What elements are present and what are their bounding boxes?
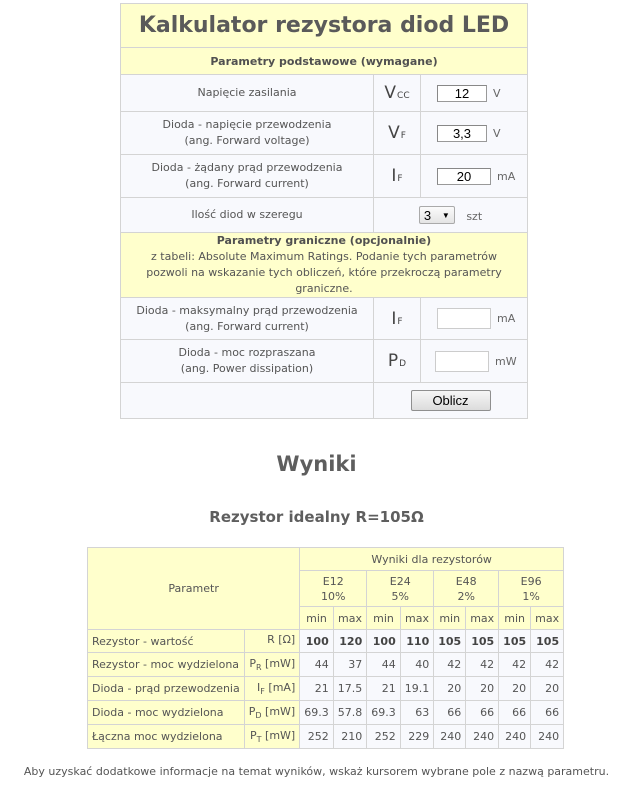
result-cell: 44 bbox=[367, 653, 401, 677]
table-row bbox=[88, 630, 564, 653]
if-input[interactable] bbox=[437, 168, 491, 185]
row-param-name[interactable]: Łączna moc wydzielona bbox=[88, 725, 245, 749]
limits-note-2: pozwoli na wskazanie tych obliczeń, które przekroczą parametry graniczne. bbox=[146, 266, 502, 295]
section-limits bbox=[121, 233, 528, 298]
result-cell: 240 bbox=[531, 725, 564, 749]
footer-hint: Aby uzyskać dodatkowe informacje na temat wyników, wskaż kursorem wybrane pole z nazwą parametru. bbox=[23, 765, 610, 778]
group-header: Wyniki dla rezystorów bbox=[300, 548, 564, 571]
min-header: min bbox=[300, 607, 334, 630]
result-cell: 69.3 bbox=[300, 701, 334, 725]
result-cell: 252 bbox=[367, 725, 401, 749]
result-cell: 100 bbox=[367, 630, 401, 653]
row-if bbox=[121, 155, 528, 198]
ifmax-unit: mA bbox=[497, 312, 516, 325]
result-cell: 110 bbox=[400, 630, 434, 653]
section-limits-header: Parametry graniczne (opcjonalnie) bbox=[216, 234, 432, 247]
results-table bbox=[87, 547, 564, 749]
row-param-unit: $P_T$ [mW] bbox=[244, 725, 300, 749]
result-cell: 20 bbox=[466, 677, 499, 701]
calculator-title: Kalkulator rezystora diod LED bbox=[121, 4, 528, 48]
vcc-label: Napięcie zasilania bbox=[121, 75, 374, 112]
result-cell: 66 bbox=[531, 701, 564, 725]
min-header: min bbox=[367, 607, 401, 630]
vf-label: Dioda - napięcie przewodzenia (ang. Forward voltage) bbox=[121, 112, 374, 155]
series-header-e48: E48 2% bbox=[434, 571, 499, 607]
result-cell: 57.8 bbox=[333, 701, 367, 725]
row-param-name[interactable]: Dioda - prąd przewodzenia bbox=[88, 677, 245, 701]
row-ifmax bbox=[121, 298, 528, 340]
table-row bbox=[88, 701, 564, 725]
result-cell: 37 bbox=[333, 653, 367, 677]
section-basic-header: Parametry podstawowe (wymagane) bbox=[121, 48, 528, 75]
result-cell: 100 bbox=[300, 630, 334, 653]
result-cell: 42 bbox=[499, 653, 531, 677]
min-header: min bbox=[499, 607, 531, 630]
result-cell: 42 bbox=[434, 653, 466, 677]
limits-note-1: z tabeli: Absolute Maximum Ratings. Podanie tych parametrów bbox=[151, 250, 497, 263]
series-header-e96: E96 1% bbox=[499, 571, 564, 607]
table-row bbox=[88, 725, 564, 749]
vf-unit: V bbox=[493, 126, 501, 140]
ifmax-input[interactable] bbox=[437, 308, 491, 329]
param-header: Parametr bbox=[88, 548, 300, 630]
pd-label: Dioda - moc rozpraszana (ang. Power dissipation) bbox=[121, 340, 374, 383]
row-param-unit: $I_F$ [mA] bbox=[244, 677, 300, 701]
result-cell: 44 bbox=[300, 653, 334, 677]
result-cell: 69.3 bbox=[367, 701, 401, 725]
table-row bbox=[88, 653, 564, 677]
row-param-name[interactable]: Rezystor - moc wydzielona bbox=[88, 653, 245, 677]
max-header: max bbox=[333, 607, 367, 630]
result-cell: 240 bbox=[499, 725, 531, 749]
vf-input[interactable] bbox=[437, 125, 487, 142]
result-cell: 120 bbox=[333, 630, 367, 653]
result-cell: 252 bbox=[300, 725, 334, 749]
result-cell: 105 bbox=[531, 630, 564, 653]
row-param-name[interactable]: Dioda - moc wydzielona bbox=[88, 701, 245, 725]
min-header: min bbox=[434, 607, 466, 630]
result-cell: 66 bbox=[434, 701, 466, 725]
result-cell: 19.1 bbox=[400, 677, 434, 701]
pd-input[interactable] bbox=[435, 351, 489, 372]
max-header: max bbox=[400, 607, 434, 630]
count-label: Ilość diod w szeregu bbox=[121, 198, 374, 233]
vcc-unit: V bbox=[493, 86, 501, 100]
vcc-input[interactable] bbox=[437, 85, 487, 102]
row-vcc bbox=[121, 75, 528, 112]
result-cell: 240 bbox=[466, 725, 499, 749]
if-symbol: IF bbox=[374, 155, 421, 198]
if-unit: mA bbox=[497, 169, 516, 183]
results-heading: Wyniki bbox=[276, 452, 357, 476]
result-cell: 66 bbox=[499, 701, 531, 725]
row-vf bbox=[121, 112, 528, 155]
vcc-symbol: VCC bbox=[374, 75, 421, 112]
row-param-unit: R [Ω] bbox=[244, 630, 300, 653]
result-cell: 63 bbox=[400, 701, 434, 725]
result-cell: 240 bbox=[434, 725, 466, 749]
result-cell: 21 bbox=[367, 677, 401, 701]
max-header: max bbox=[531, 607, 564, 630]
table-row bbox=[88, 677, 564, 701]
result-cell: 42 bbox=[466, 653, 499, 677]
result-cell: 229 bbox=[400, 725, 434, 749]
dropdown-arrow-icon: ▼ bbox=[441, 210, 450, 220]
pd-unit: mW bbox=[495, 354, 517, 368]
result-cell: 210 bbox=[333, 725, 367, 749]
result-cell: 105 bbox=[434, 630, 466, 653]
result-cell: 17.5 bbox=[333, 677, 367, 701]
max-header: max bbox=[466, 607, 499, 630]
result-cell: 42 bbox=[531, 653, 564, 677]
result-cell: 21 bbox=[300, 677, 334, 701]
ifmax-label: Dioda - maksymalny prąd przewodzenia (ang. Forward current) bbox=[121, 298, 374, 340]
vf-symbol: VF bbox=[374, 112, 421, 155]
row-param-unit: $P_D$ [mW] bbox=[244, 701, 300, 725]
result-cell: 105 bbox=[499, 630, 531, 653]
result-cell: 66 bbox=[466, 701, 499, 725]
result-cell: 40 bbox=[400, 653, 434, 677]
count-unit: szt bbox=[466, 209, 483, 223]
result-cell: 20 bbox=[499, 677, 531, 701]
calculate-button[interactable]: Oblicz bbox=[411, 390, 491, 411]
ifmax-symbol: IF bbox=[374, 298, 421, 340]
calculator-form bbox=[120, 3, 528, 419]
row-pd bbox=[121, 340, 528, 383]
row-param-unit: $P_R$ [mW] bbox=[244, 653, 300, 677]
count-select[interactable]: 3 ▼ bbox=[419, 206, 455, 224]
pd-symbol: PD bbox=[374, 340, 421, 383]
row-count bbox=[121, 198, 528, 233]
series-header-e24: E24 5% bbox=[367, 571, 434, 607]
result-cell: 105 bbox=[466, 630, 499, 653]
result-cell: 20 bbox=[434, 677, 466, 701]
ideal-resistor: Rezystor idealny R=105Ω bbox=[209, 508, 424, 526]
if-label: Dioda - żądany prąd przewodzenia (ang. Forward current) bbox=[121, 155, 374, 198]
row-param-name[interactable]: Rezystor - wartość bbox=[88, 630, 245, 653]
result-cell: 20 bbox=[531, 677, 564, 701]
series-header-e12: E12 10% bbox=[300, 571, 367, 607]
